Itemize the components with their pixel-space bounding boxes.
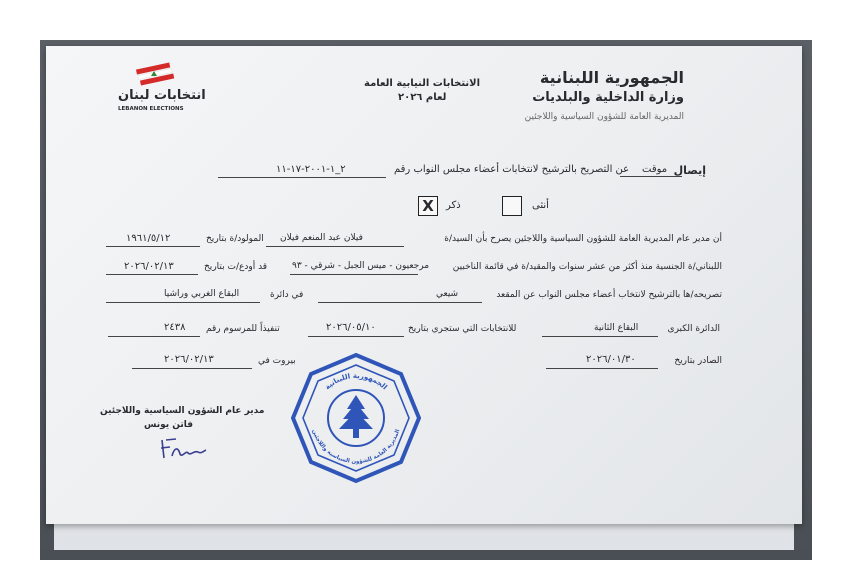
male-checkbox: X <box>418 196 438 216</box>
issued-label: الصادر بتاريخ <box>674 356 722 366</box>
beirut-date: ٢٠٢٦/٠٢/١٣ <box>164 354 214 365</box>
directorate-subtitle: المديرية العامة للشؤون السياسية واللاجئين <box>524 112 684 122</box>
beirut-label: بيروت في <box>258 356 296 366</box>
stamp-top-text: الجمهورية اللبنانية <box>323 371 389 392</box>
candidacy-receipt-document <box>46 46 802 524</box>
ministry-title: وزارة الداخلية والبلديات <box>532 90 684 105</box>
flag-ballot-icon <box>116 60 198 90</box>
receipt-type-value: موقت <box>642 164 668 175</box>
elections-year: لعام ٢٠٢٦ <box>398 92 447 103</box>
receipt-number: ٢_١-٢٠٠١-١٧-١١ <box>276 164 346 175</box>
official-stamp <box>289 351 423 485</box>
signatory-title: مدير عام الشؤون السياسية واللاجئين <box>100 406 265 416</box>
elections-title: الانتخابات النيابية العامة <box>364 78 481 89</box>
deposit-date: ٢٠٢٦/٠٢/١٣ <box>124 261 174 272</box>
female-label: أنثى <box>532 200 549 211</box>
registry: مرجعيون - ميس الجبل - شرقي - ٩٣ <box>292 261 430 271</box>
row2-prefix: اللبناني/ة الجنسية منذ أكثر من عشر سنوات والمقيد/ة في قائمة الناخبين <box>452 262 722 272</box>
stamp-bottom-text: المديرية العامة للشؤون السياسية واللاجئين <box>310 428 402 466</box>
issued-date: ٢٠٢٦/٠١/٣٠ <box>586 354 636 365</box>
female-checkbox <box>502 196 522 216</box>
district: البقاع الغربي وراشيا <box>164 289 240 299</box>
birth-date: ١٩٦١/٥/١٢ <box>126 233 171 244</box>
elections-date-label: للانتخابات التي ستجري بتاريخ <box>408 324 517 334</box>
candidate-name: فيلان عبد المنعم فيلان <box>280 233 363 243</box>
male-label: ذكر <box>446 200 461 211</box>
seat: شيعي <box>436 289 459 299</box>
row3-prefix: تصريحه/ها بالترشيح لانتخاب أعضاء مجلس النواب عن المقعد <box>496 290 722 300</box>
logo-arabic-text: انتخابات لبنان <box>118 88 206 103</box>
birth-label: المولود/ة بتاريخ <box>206 234 264 244</box>
decree-number: ٢٤٣٨ <box>164 322 186 333</box>
handwritten-signature <box>158 436 208 462</box>
receipt-text: عن التصريح بالترشيح لانتخابات أعضاء مجلس النواب رقم <box>394 164 630 175</box>
cedar-tree-icon <box>339 395 373 438</box>
deposit-label: قد أودع/ت بتاريخ <box>204 262 268 272</box>
major-district: البقاع الثانية <box>594 323 639 333</box>
underlying-sheet <box>54 520 794 550</box>
district-label: في دائرة <box>270 290 304 300</box>
major-district-label: الدائرة الكبرى <box>667 324 720 334</box>
row1-prefix: أن مدير عام المديرية العامة للشؤون السياسية واللاجئين يصرح بأن السيد/ة <box>444 234 722 244</box>
lebanon-elections-logo <box>116 60 206 120</box>
receipt-label: إيصال <box>673 164 706 177</box>
decree-label: تنفيذاً للمرسوم رقم <box>206 324 280 334</box>
logo-english-text: LEBANON ELECTIONS <box>118 106 184 112</box>
republic-title: الجمهورية اللبنانية <box>539 68 684 87</box>
signatory-name: فاتن يونس <box>144 420 194 430</box>
elections-date: ٢٠٢٦/٠٥/١٠ <box>326 322 376 333</box>
